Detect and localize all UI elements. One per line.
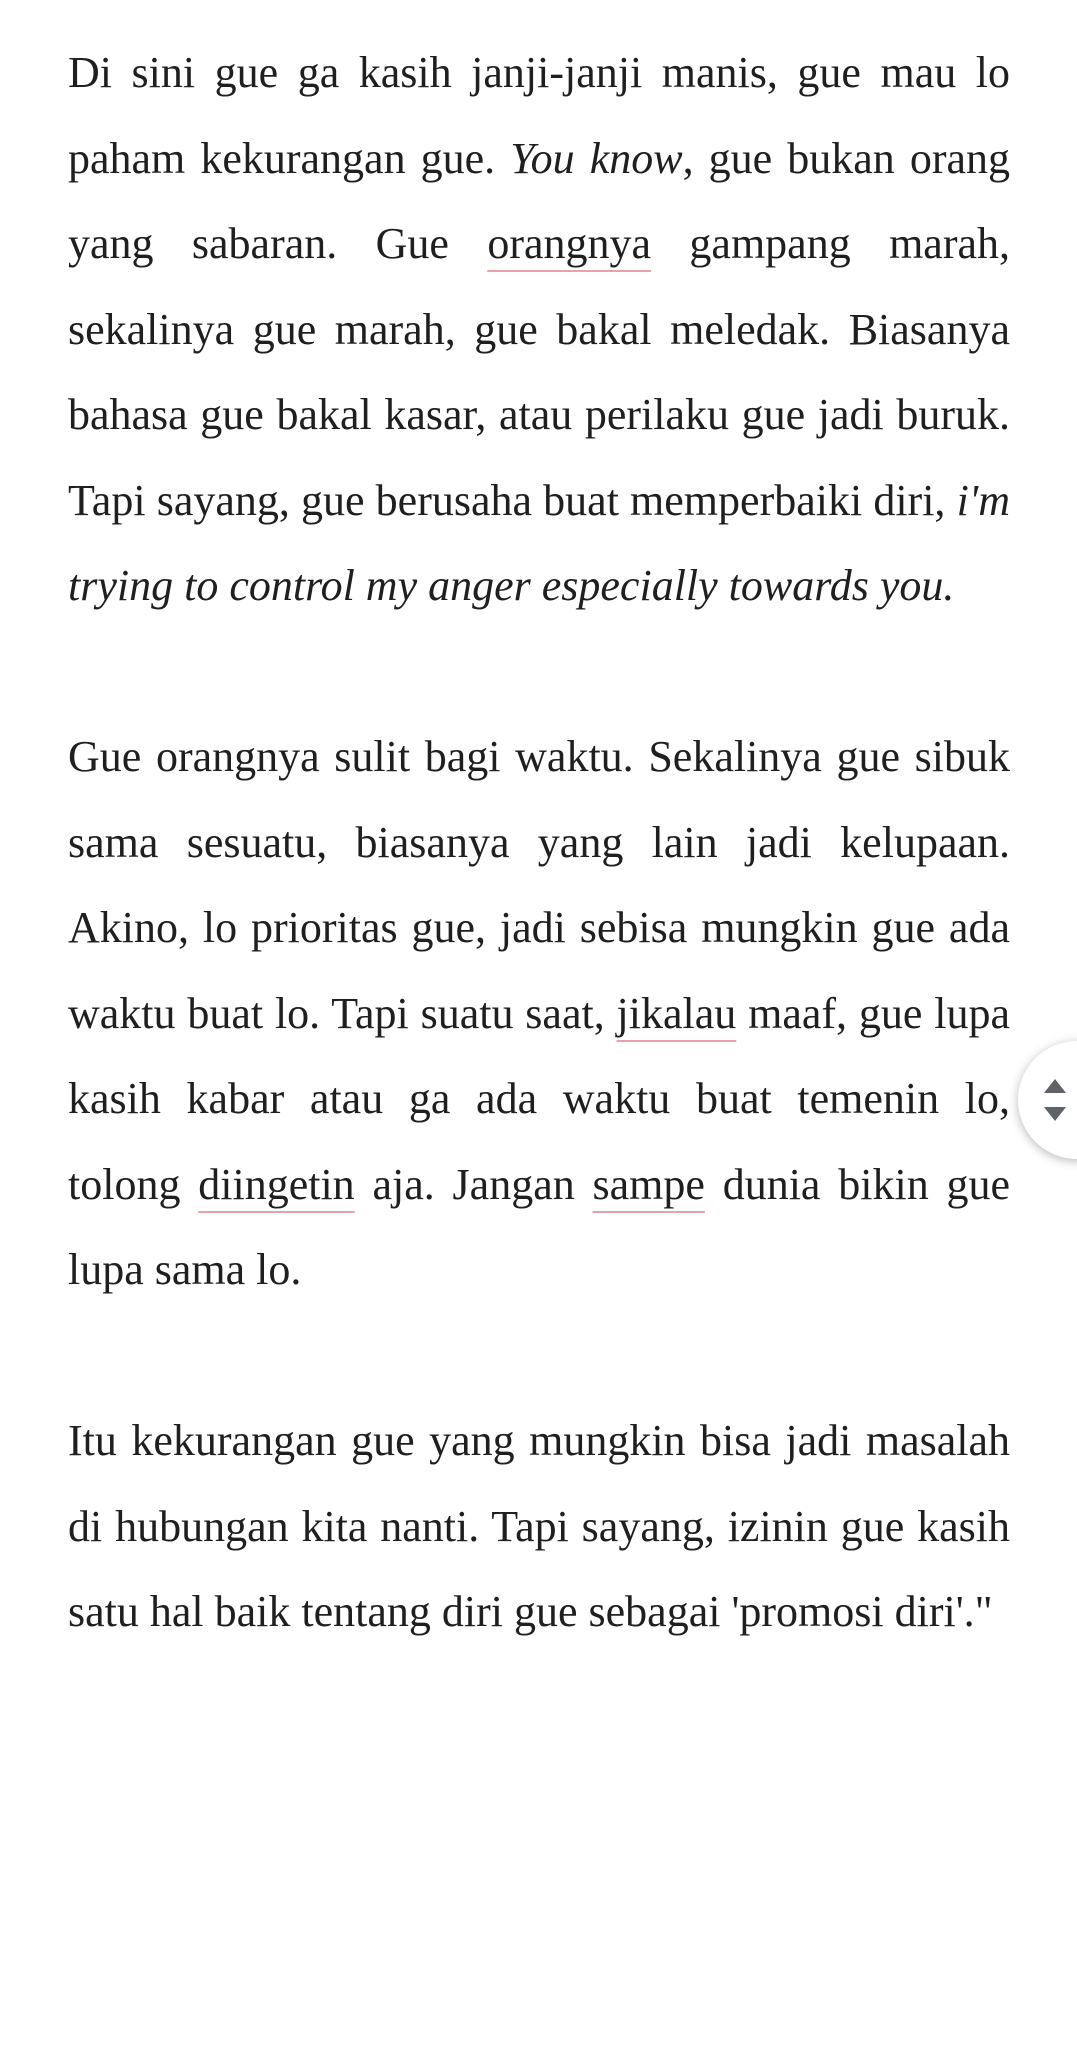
text-segment: gampang marah, sekalinya gue marah, gue bakal meledak. Biasanya bahasa gue bakal kasar, atau perilaku gue jadi buruk. Tapi sayang, gue berusaha buat memperbaiki diri,: [68, 219, 1011, 525]
marked-word[interactable]: jikalau: [616, 988, 737, 1038]
italic-segment: You know: [510, 133, 683, 183]
marked-word[interactable]: orangnya: [487, 219, 652, 268]
text-segment: dunia bikin gue lupa sama lo.: [68, 1159, 1011, 1294]
paragraph-1: [68, 30, 1010, 629]
marked-word[interactable]: sampe: [592, 1159, 705, 1209]
italic-segment: i'm trying to control my anger especially towards you.: [68, 475, 1010, 610]
up-down-arrows-icon: [1040, 1075, 1070, 1125]
text-segment: , gue bukan orang yang sabaran. Gue: [68, 133, 1010, 268]
fast-scroll-handle[interactable]: [1018, 1041, 1077, 1159]
marked-word[interactable]: diingetin: [198, 1159, 355, 1209]
paragraph-3: [68, 1398, 1010, 1655]
story-text: [68, 30, 1010, 1655]
text-segment: Itu kekurangan gue yang mungkin bisa jadi masalah di hubungan kita nanti. Tapi sayang, izinin gue kasih satu hal baik tentang diri gue sebagai 'promosi diri'.": [68, 1416, 1010, 1636]
text-segment: Di sini gue ga kasih janji-janji manis, gue mau lo paham kekurangan gue.: [68, 48, 1010, 183]
text-segment: maaf, gue lupa kasih kabar atau ga ada waktu buat temenin lo, tolong: [68, 988, 1010, 1209]
paragraph-2: [68, 714, 1010, 1313]
text-segment: aja. Jangan: [354, 1159, 593, 1209]
text-segment: Gue orangnya sulit bagi waktu. Sekalinya gue sibuk sama sesuatu, biasanya yang lain jadi kelupaan. Akino, lo prioritas gue, jadi sebisa mungkin gue ada waktu buat lo. Tapi suatu saat,: [68, 732, 1010, 1038]
